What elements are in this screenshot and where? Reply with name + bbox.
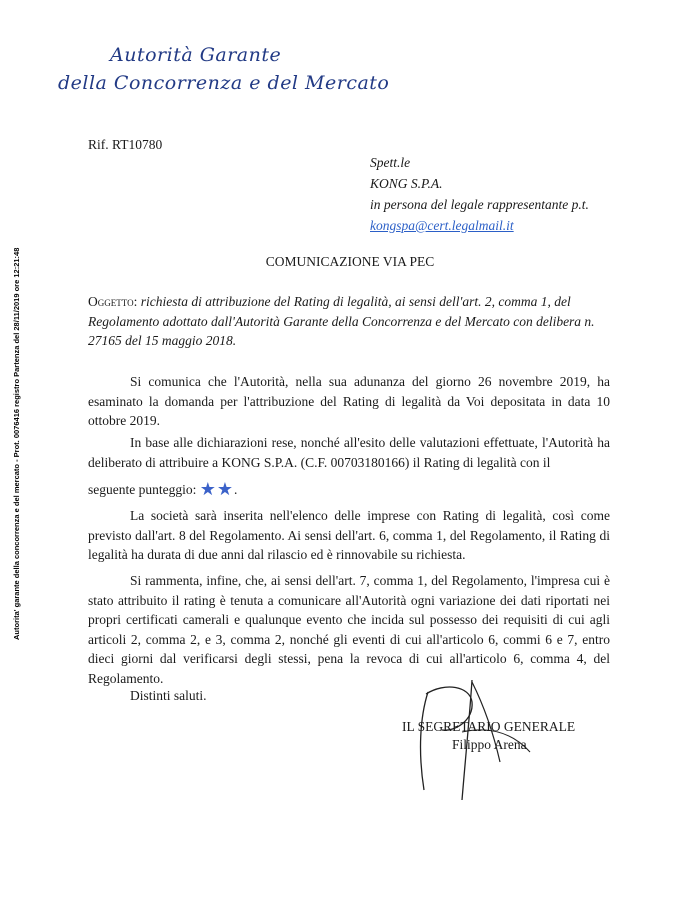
paragraph-4-text: Si rammenta, infine, che, ai sensi dell'art. 7, comma 1, del Regolamento, l'impresa cui è stato attribuito il rating è tenuta a comunicare all'Autorità ogni variazione dei dati riportati nei propri certificati camerali e qualunque evento che incida sul possesso dei requisiti di cui agli articoli 2, comma 2, e 3, comma 2, nonché gli eventi di cui all'articolo 6, commi 6 e 7, entro dieci giorni dal verificarsi degli stessi, pena la revoca di cui all'articolo 6, comma 4, del Regolamento.	[88, 573, 610, 686]
paragraph-4	[88, 571, 610, 688]
document-heading: COMUNICAZIONE VIA PEC	[265, 254, 435, 269]
paragraph-2-text: In base alle dichiarazioni rese, nonché all'esito delle valutazioni effettuate, l'Autorità ha deliberato di attribuire a KONG S.P.A. (C.F. 00703180166) il Rating di legalità con il	[88, 435, 610, 470]
signatory-name: Filippo Arena	[452, 737, 527, 752]
signatory-title: IL SEGRETARIO GENERALE	[402, 719, 576, 734]
logo-line-1: Autorità Garante	[110, 44, 282, 66]
subject-block	[88, 292, 610, 351]
protocol-stamp-text: Autorita' garante della concorrenza e del mercato - Prot. 0076416 registro Partenza del 28/11/2019 ore 12:21:48	[12, 247, 21, 640]
recipient-representative: in persona del legale rappresentante p.t.	[370, 197, 589, 212]
score-period: .	[234, 482, 238, 497]
paragraph-1-text: Si comunica che l'Autorità, nella sua adunanza del giorno 26 novembre 2019, ha esaminato la domanda per l'attribuzione del Rating di legalità da Voi depositata in data 10 ottobre 2019.	[88, 374, 610, 428]
paragraph-1	[88, 372, 610, 431]
closing-greeting: Distinti saluti.	[130, 688, 207, 703]
recipient-salutation: Spett.le	[370, 155, 411, 170]
reference-number: Rif. RT10780	[88, 137, 163, 152]
protocol-stamp	[0, 0, 24, 906]
recipient-company: KONG S.P.A.	[370, 176, 443, 191]
authority-logo	[58, 44, 389, 94]
subject-label: Oggetto:	[88, 294, 138, 309]
subject-text: richiesta di attribuzione del Rating di legalità, ai sensi dell'art. 2, comma 1, del Regolamento adottato dall'Autorità Garante della Concorrenza e del Mercato con delibera n. 27165 del 15 maggio 2018.	[88, 294, 595, 348]
recipient-address	[370, 152, 589, 236]
logo-line-2: della Concorrenza e del Mercato	[58, 72, 390, 94]
paragraph-3-text: La società sarà inserita nell'elenco delle imprese con Rating di legalità, così come previsto dall'art. 8 del Regolamento. Ai sensi dell'art. 6, comma 1, del Regolamento, il Rating di legalità ha durata di due anni dal rilascio ed è rinnovabile su richiesta.	[88, 508, 610, 562]
recipient-email-link[interactable]: kongspa@cert.legalmail.it	[370, 218, 514, 233]
rating-stars-icon: ★★	[199, 479, 235, 499]
paragraph-2	[88, 433, 610, 500]
score-label: seguente punteggio:	[88, 482, 197, 497]
paragraph-3	[88, 506, 610, 565]
